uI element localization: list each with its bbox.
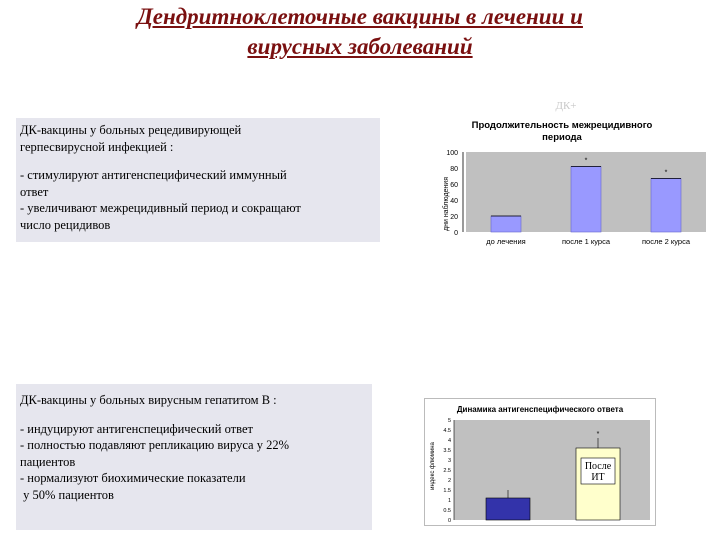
chart2-y-tick-label: 2.5: [443, 468, 451, 474]
chart1-title-line-1: Продолжительность межрецидивного: [471, 120, 653, 131]
chart1-title-line-2: периода: [542, 132, 582, 143]
chart2-y-tick-label: 4.5: [443, 428, 451, 434]
hepatitis-item: - индуцируют антигенспецифический ответ: [20, 421, 253, 436]
chart1-y-tick-label: 80: [450, 166, 458, 173]
chart2-y-tick-label: 0.5: [443, 508, 451, 514]
chart2-y-tick-label: 1.5: [443, 488, 451, 494]
herpes-text-block: [16, 118, 380, 242]
herpes-items: [16, 167, 380, 233]
hepatitis-item: у 50% пациентов: [20, 487, 114, 502]
chart1-ylabel: дни наблюдения: [443, 177, 450, 231]
hepatitis-item: - полностью подавляют репликацию вируса у 22%: [20, 438, 289, 452]
chart1-y-tick-label: 40: [450, 198, 458, 205]
herpes-heading: [16, 118, 380, 155]
chart1-significance-mark: *: [584, 157, 588, 165]
herpes-heading-line-2: герпесвирусной инфекцией :: [20, 139, 174, 154]
herpes-item: - увеличивают межрецидивный период и сокращают: [20, 201, 301, 215]
chart1-bar: [571, 166, 601, 232]
chart2-y-tick-label: 2: [447, 478, 451, 484]
chart2-y-tick-label: 1: [447, 498, 451, 504]
hepatitis-item: - нормализуют биохимические показатели: [20, 471, 246, 485]
hepatitis-items: [16, 421, 372, 504]
interval-chart: [420, 96, 716, 256]
herpes-item: - стимулируют антигенспецифический иммунный: [20, 168, 287, 182]
page-title: [40, 2, 680, 62]
herpes-heading-line-1: ДК-вакцины у больных рецедивирующей: [20, 123, 242, 137]
hepatitis-item: пациентов: [20, 454, 76, 469]
chart1-top-label: ДК+: [555, 100, 577, 112]
chart2-bar-label: ИТ: [591, 472, 605, 483]
title-line-2: вирусных заболеваний: [247, 34, 473, 59]
chart1-y-tick-label: 60: [450, 182, 458, 189]
chart2-y-tick-label: 5: [447, 418, 451, 424]
hepatitis-heading: ДК-вакцины у больных вирусным гепатитом В :: [20, 393, 277, 407]
chart1-bar: [651, 178, 681, 232]
chart2-y-tick-label: 3: [447, 458, 451, 464]
chart1-bar: [491, 216, 521, 232]
chart2-y-tick-label: 4: [447, 438, 451, 444]
chart2-title: Динамика антигенспецифического ответа: [456, 405, 624, 414]
chart1-x-tick-label: после 1 курса: [562, 237, 610, 246]
chart2-y-tick-label: 3.5: [443, 448, 451, 454]
chart1-significance-mark: *: [664, 169, 668, 177]
chart2-significance-mark: *: [596, 431, 600, 438]
herpes-item: число рецидивов: [20, 217, 111, 232]
chart1-y-tick-label: 0: [454, 230, 458, 237]
chart1-x-tick-label: после 2 курса: [642, 237, 690, 246]
chart2-bar-label: После: [584, 461, 612, 472]
antigen-response-chart: [424, 398, 656, 526]
title-line-1: Дендритноклеточные вакцины в лечении и: [137, 4, 583, 29]
chart1-x-tick-label: до лечения: [486, 237, 526, 246]
chart2-ylabel: индекс флюмина: [430, 442, 436, 490]
chart2-bar: [486, 498, 530, 520]
chart2-plot-area: [454, 420, 650, 520]
chart1-y-tick-label: 100: [446, 150, 458, 157]
chart2-y-tick-label: 0: [447, 518, 451, 524]
chart1-y-tick-label: 20: [450, 214, 458, 221]
hepatitis-text-block: [16, 384, 372, 530]
herpes-item: ответ: [20, 184, 49, 199]
